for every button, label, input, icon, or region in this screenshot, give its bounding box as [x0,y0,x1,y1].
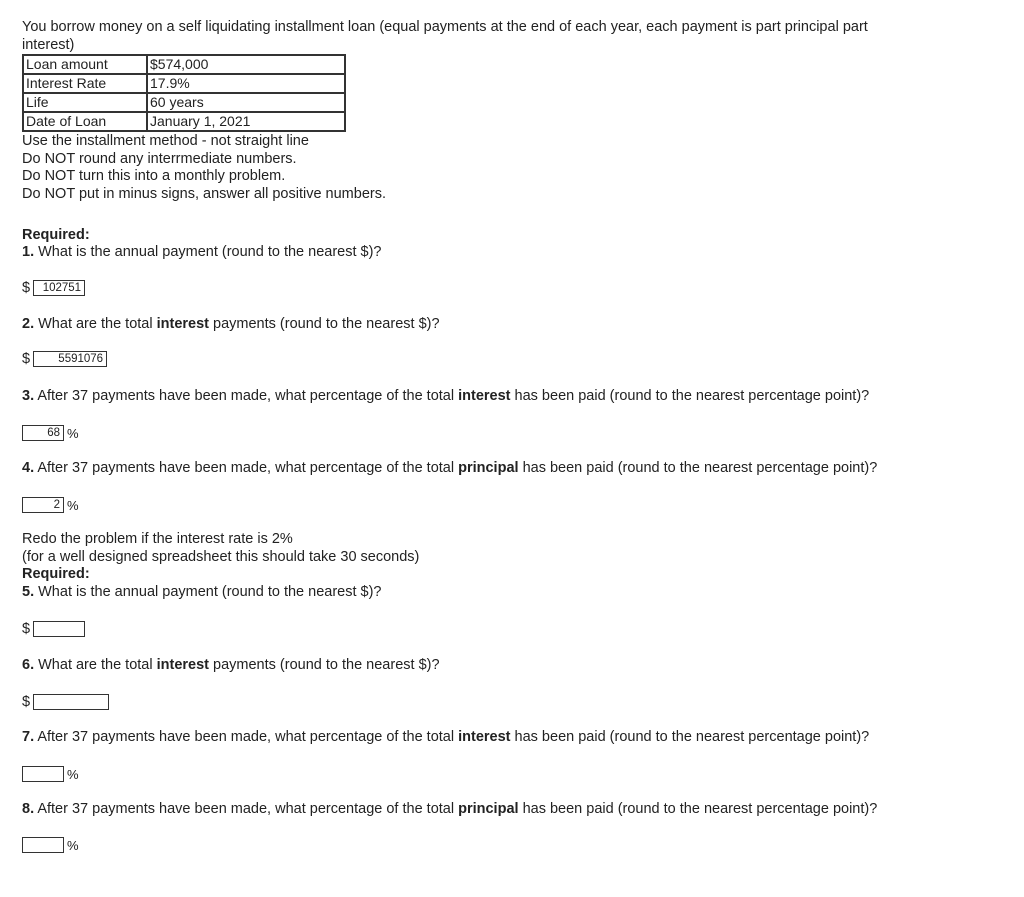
answer-3-row [22,423,79,443]
table-row [23,55,345,74]
answer-4-input[interactable]: 2 [22,497,64,513]
required-heading: Required: [22,227,90,243]
answer-2-row [22,349,107,369]
note-line: Do NOT round any interrmediate numbers. [22,150,297,167]
dollar-sign: $ [22,351,31,367]
date-of-loan-value: January 1, 2021 [147,112,345,131]
percent-sign: % [67,837,79,853]
question-text: After 37 payments have been made, what percentage of the total [37,460,459,476]
answer-2-input[interactable]: 5591076 [33,351,107,367]
note-line: Do NOT put in minus signs, answer all positive numbers. [22,185,386,202]
question-number: 1. [22,244,35,260]
date-of-loan-label: Date of Loan [23,112,147,131]
answer-7-row [22,764,79,784]
question-8 [22,801,877,818]
answer-4-row [22,495,79,515]
answer-5-row [22,619,85,639]
interest-rate-label: Interest Rate [23,74,147,93]
question-text: What is the annual payment (round to the nearest $)? [38,244,382,260]
question-5 [22,584,382,601]
question-bold-term: interest [156,657,209,673]
question-text: payments (round to the nearest $)? [209,657,440,673]
loan-details-table [22,54,346,132]
percent-sign: % [67,425,79,441]
answer-3-input[interactable]: 68 [22,425,64,441]
question-number: 3. [22,388,35,404]
question-text: After 37 payments have been made, what percentage of the total [37,388,459,404]
question-bold-term: interest [156,316,209,332]
question-1 [22,244,382,261]
question-6 [22,657,440,674]
question-3 [22,388,869,405]
question-text: What are the total [38,316,157,332]
question-bold-term: principal [458,801,519,817]
question-bold-term: interest [458,388,511,404]
answer-8-input[interactable] [22,837,64,853]
life-value: 60 years [147,93,345,112]
question-number: 8. [22,801,35,817]
table-row [23,74,345,93]
question-number: 7. [22,729,35,745]
answer-6-row [22,692,109,712]
question-7 [22,729,869,746]
problem-page [22,18,1002,853]
loan-amount-label: Loan amount [23,55,147,74]
loan-amount-value: $574,000 [147,55,345,74]
question-text: payments (round to the nearest $)? [209,316,440,332]
question-4 [22,460,877,477]
life-label: Life [23,93,147,112]
note-line: Use the installment method - not straight line [22,133,309,149]
answer-8-row [22,835,79,855]
answer-1-input[interactable]: 102751 [33,280,85,296]
intro-text: You borrow money on a self liquidating installment loan (equal payments at the end of each year, each payment is part principal part interest) [22,19,868,53]
dollar-sign: $ [22,621,31,637]
question-bold-term: principal [458,460,519,476]
question-bold-term: interest [458,729,511,745]
dollar-sign: $ [22,280,31,296]
redo-line-1: Redo the problem if the interest rate is 2% [22,531,293,547]
percent-sign: % [67,497,79,513]
dollar-sign: $ [22,694,31,710]
answer-6-input[interactable] [33,694,109,710]
question-text: has been paid (round to the nearest percentage point)? [510,388,870,404]
question-text: has been paid (round to the nearest percentage point)? [510,729,870,745]
question-2 [22,316,440,333]
question-number: 5. [22,584,35,600]
table-row [23,93,345,112]
question-text: After 37 payments have been made, what percentage of the total [37,801,459,817]
table-row [23,112,345,131]
percent-sign: % [67,766,79,782]
question-text: has been paid (round to the nearest percentage point)? [518,801,878,817]
answer-5-input[interactable] [33,621,85,637]
answer-7-input[interactable] [22,766,64,782]
interest-rate-value: 17.9% [147,74,345,93]
instructions [22,133,1002,203]
question-number: 4. [22,460,35,476]
required-heading: Required: [22,566,90,582]
question-text: has been paid (round to the nearest percentage point)? [518,460,878,476]
question-text: What is the annual payment (round to the nearest $)? [38,584,382,600]
question-number: 2. [22,316,35,332]
answer-1-row [22,278,85,298]
note-line: Do NOT turn this into a monthly problem. [22,168,286,184]
question-text: After 37 payments have been made, what percentage of the total [37,729,459,745]
redo-line-2: (for a well designed spreadsheet this should take 30 seconds) [22,549,420,565]
question-text: What are the total [38,657,157,673]
question-number: 6. [22,657,35,673]
